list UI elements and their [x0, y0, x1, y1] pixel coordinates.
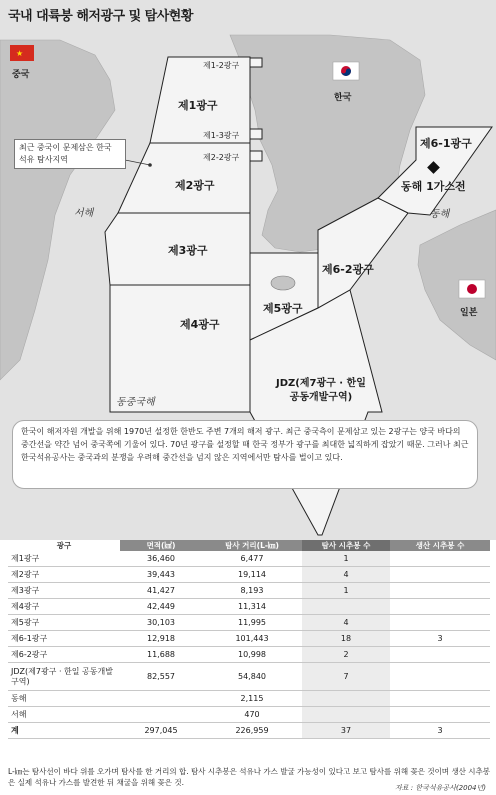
cell-exploration: 4 — [302, 567, 390, 583]
cell-exploration: 4 — [302, 615, 390, 631]
cell-exploration: 1 — [302, 551, 390, 567]
cell-distance: 6,477 — [202, 551, 302, 567]
table-total-row — [8, 723, 490, 739]
cell-exploration: 2 — [302, 647, 390, 663]
callout-box: 최근 중국이 문제삼은 한국 석유 탐사지역 — [14, 139, 126, 169]
header-area: 면적(㎢) — [120, 540, 202, 551]
cell-production — [390, 599, 490, 615]
cell-production — [390, 615, 490, 631]
korea-label: 한국 — [334, 93, 352, 103]
zone-6-1-label: 제6-1광구 — [420, 137, 472, 150]
table-row — [8, 599, 490, 615]
cell-distance: 54,840 — [202, 663, 302, 691]
callout-dot — [148, 163, 152, 167]
cell-exploration — [302, 691, 390, 707]
cell-production: 3 — [390, 723, 490, 739]
cell-distance: 8,193 — [202, 583, 302, 599]
table-row — [8, 551, 490, 567]
zone-2-2-label: 제2-2광구 — [203, 153, 240, 162]
cell-zone: 계 — [8, 723, 120, 739]
china-label: 중국 — [12, 70, 30, 80]
cell-distance: 101,443 — [202, 631, 302, 647]
zone-1-2-label: 제1-2광구 — [203, 61, 240, 70]
cell-distance: 2,115 — [202, 691, 302, 707]
south-sea-label: 동중국해 — [116, 397, 155, 408]
cell-area: 11,688 — [120, 647, 202, 663]
cell-zone: 제5광구 — [8, 615, 120, 631]
cell-production — [390, 551, 490, 567]
japan-flag-icon — [459, 280, 485, 298]
cell-area: 12,918 — [120, 631, 202, 647]
cell-area: 41,427 — [120, 583, 202, 599]
cell-area: 30,103 — [120, 615, 202, 631]
jdz-label-line1: JDZ(제7광구 · 한일 — [276, 378, 366, 389]
table-row — [8, 663, 490, 691]
cell-exploration: 1 — [302, 583, 390, 599]
table-row — [8, 567, 490, 583]
table-header-row — [8, 540, 490, 551]
cell-area: 36,460 — [120, 551, 202, 567]
table-row — [8, 691, 490, 707]
cell-production — [390, 567, 490, 583]
east-sea-label: 동해 — [430, 209, 450, 220]
zone-1-3-box — [250, 129, 262, 139]
zone-1-3-label: 제1-3광구 — [203, 131, 240, 140]
table-row — [8, 647, 490, 663]
cell-area — [120, 691, 202, 707]
korea-flag-icon — [333, 62, 359, 80]
table-row — [8, 583, 490, 599]
cell-zone: 제6-2광구 — [8, 647, 120, 663]
zone-1-label: 제1광구 — [178, 99, 218, 112]
cell-production — [390, 663, 490, 691]
table-row — [8, 631, 490, 647]
cell-production — [390, 691, 490, 707]
header-production-wells: 생산 시추봉 수 — [390, 540, 490, 551]
zone-2-label: 제2광구 — [175, 179, 215, 192]
zone-1-2-box — [250, 58, 262, 67]
cell-zone: 제6-1광구 — [8, 631, 120, 647]
cell-distance: 11,314 — [202, 599, 302, 615]
zone-3-label: 제3광구 — [168, 244, 208, 257]
zone-6-2-label: 제6-2광구 — [322, 263, 374, 276]
table-row — [8, 707, 490, 723]
header-survey-distance: 탐사 거리(L-㎞) — [202, 540, 302, 551]
jdz-label-line2: 공동개발구역) — [289, 392, 353, 403]
cell-exploration: 18 — [302, 631, 390, 647]
cell-distance: 470 — [202, 707, 302, 723]
cell-area — [120, 707, 202, 723]
cell-exploration — [302, 599, 390, 615]
cell-exploration: 37 — [302, 723, 390, 739]
description-box: 한국이 해저자원 개발을 위해 1970년 설정한 한반도 주변 7개의 해저 광구. 최근 중국측이 문제삼고 있는 2광구는 양국 바다의 중간선을 약간 넘어 중국쪽에 기울어 있다. 70년 광구를 설정할 때 한국 정부가 광구를 최대한 넓직하게 잡았기 때문. 그러나 최근 한국석유공사는 중국과의 분쟁을 우려해 중간선을 넘지 않은 지역에서만 탐사를 벌이고 있다. — [12, 420, 478, 489]
page-title: 국내 대륙붕 해저광구 및 탐사현황 — [8, 9, 193, 24]
cell-distance: 226,959 — [202, 723, 302, 739]
source-label: 자료 : 한국석유공사(2004년) — [395, 784, 486, 792]
header-zone: 광구 — [8, 540, 120, 551]
japan-label: 일본 — [460, 308, 478, 318]
cell-zone: 제3광구 — [8, 583, 120, 599]
jdz-label — [276, 377, 366, 405]
cell-distance: 11,995 — [202, 615, 302, 631]
jeju-island — [271, 276, 295, 290]
zone-2-2-box — [250, 151, 262, 161]
cell-exploration: 7 — [302, 663, 390, 691]
header-exploration-wells: 탐사 시추봉 수 — [302, 540, 390, 551]
svg-text:★: ★ — [16, 49, 24, 58]
cell-zone: 제1광구 — [8, 551, 120, 567]
cell-exploration — [302, 707, 390, 723]
cell-distance: 10,998 — [202, 647, 302, 663]
cell-zone: 서해 — [8, 707, 120, 723]
gasfield-label: 동해 1가스전 — [401, 180, 466, 193]
exploration-table — [8, 540, 490, 739]
cell-area: 39,443 — [120, 567, 202, 583]
zone-5-label: 제5광구 — [263, 302, 303, 315]
cell-production — [390, 707, 490, 723]
cell-zone: JDZ(제7광구 · 한일 공동개발구역) — [8, 663, 120, 691]
cell-distance: 19,114 — [202, 567, 302, 583]
cell-production: 3 — [390, 631, 490, 647]
cell-production — [390, 583, 490, 599]
cell-area: 82,557 — [120, 663, 202, 691]
zone-4-label: 제4광구 — [180, 318, 220, 331]
cell-zone: 제2광구 — [8, 567, 120, 583]
west-sea-label: 서해 — [74, 208, 94, 219]
cell-production — [390, 647, 490, 663]
cell-zone: 동해 — [8, 691, 120, 707]
cell-zone: 제4광구 — [8, 599, 120, 615]
footnote: L-㎞는 탐사선이 바다 위를 오가며 탐사를 한 거리의 합. 탐사 시추봉은 석유나 가스 발굴 가능성이 있다고 보고 탐사를 위해 꽂은 것이며 생산 시추봉은 실제 석유나 가스를 발견한 뒤 채굴을 위해 꽂은 것. — [8, 767, 491, 787]
table-row — [8, 615, 490, 631]
cell-area: 297,045 — [120, 723, 202, 739]
cell-area: 42,449 — [120, 599, 202, 615]
china-flag-icon — [10, 45, 34, 61]
